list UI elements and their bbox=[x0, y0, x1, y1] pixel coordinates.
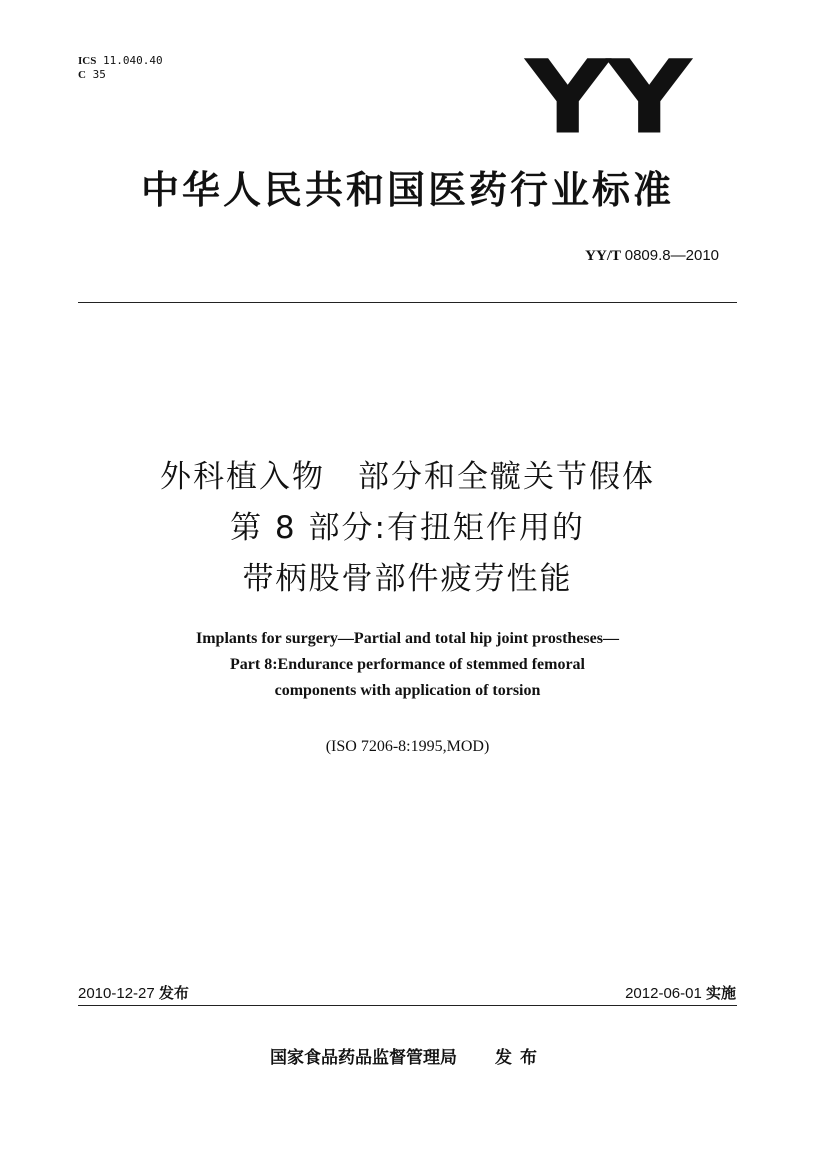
bottom-divider bbox=[78, 1005, 737, 1006]
ccs-code: 35 bbox=[92, 68, 106, 81]
chinese-title-line-1: 外科植入物 部分和全髋关节假体 bbox=[160, 459, 655, 495]
issue-label: 发布 bbox=[158, 984, 189, 1002]
standard-code: 0809.8—2010 bbox=[624, 247, 719, 264]
ics-code: 11.040.40 bbox=[102, 54, 163, 67]
chinese-title-line-3: 带柄股骨部件疲劳性能 bbox=[242, 561, 573, 597]
issue-date: 2010-12-27 bbox=[78, 985, 155, 1002]
classification-codes bbox=[78, 54, 163, 82]
implement-label: 实施 bbox=[705, 984, 736, 1002]
standard-prefix: YY/T bbox=[585, 248, 621, 264]
implement-date: 2012-06-01 bbox=[625, 985, 702, 1002]
top-divider bbox=[78, 302, 737, 303]
org-title: 中华人民共和国医药行业标准 bbox=[140, 168, 674, 212]
english-title bbox=[0, 626, 815, 704]
ics-code-line bbox=[78, 54, 163, 68]
english-title-line-1: Implants for surgery—Partial and total hip joint prostheses— bbox=[196, 630, 619, 647]
iso-reference: (ISO 7206-8:1995,MOD) bbox=[325, 738, 490, 755]
implement-date-block bbox=[625, 983, 736, 1004]
issue-date-block bbox=[78, 983, 189, 1004]
ccs-label: C bbox=[78, 69, 86, 81]
issuer-action: 发布 bbox=[495, 1048, 545, 1068]
issuer-line bbox=[0, 1046, 815, 1070]
issuer-name: 国家食品药品监督管理局 bbox=[270, 1048, 457, 1068]
chinese-title-line-2: 第 8 部分:有扭矩作用的 bbox=[230, 510, 585, 546]
ics-label: ICS bbox=[78, 55, 97, 67]
english-title-line-3: components with application of torsion bbox=[274, 682, 541, 699]
ccs-code-line bbox=[78, 68, 163, 82]
english-title-line-2: Part 8:Endurance performance of stemmed femoral bbox=[229, 656, 585, 673]
yy-logo: YY bbox=[525, 37, 688, 157]
standard-number bbox=[585, 246, 719, 266]
chinese-title bbox=[0, 452, 815, 605]
